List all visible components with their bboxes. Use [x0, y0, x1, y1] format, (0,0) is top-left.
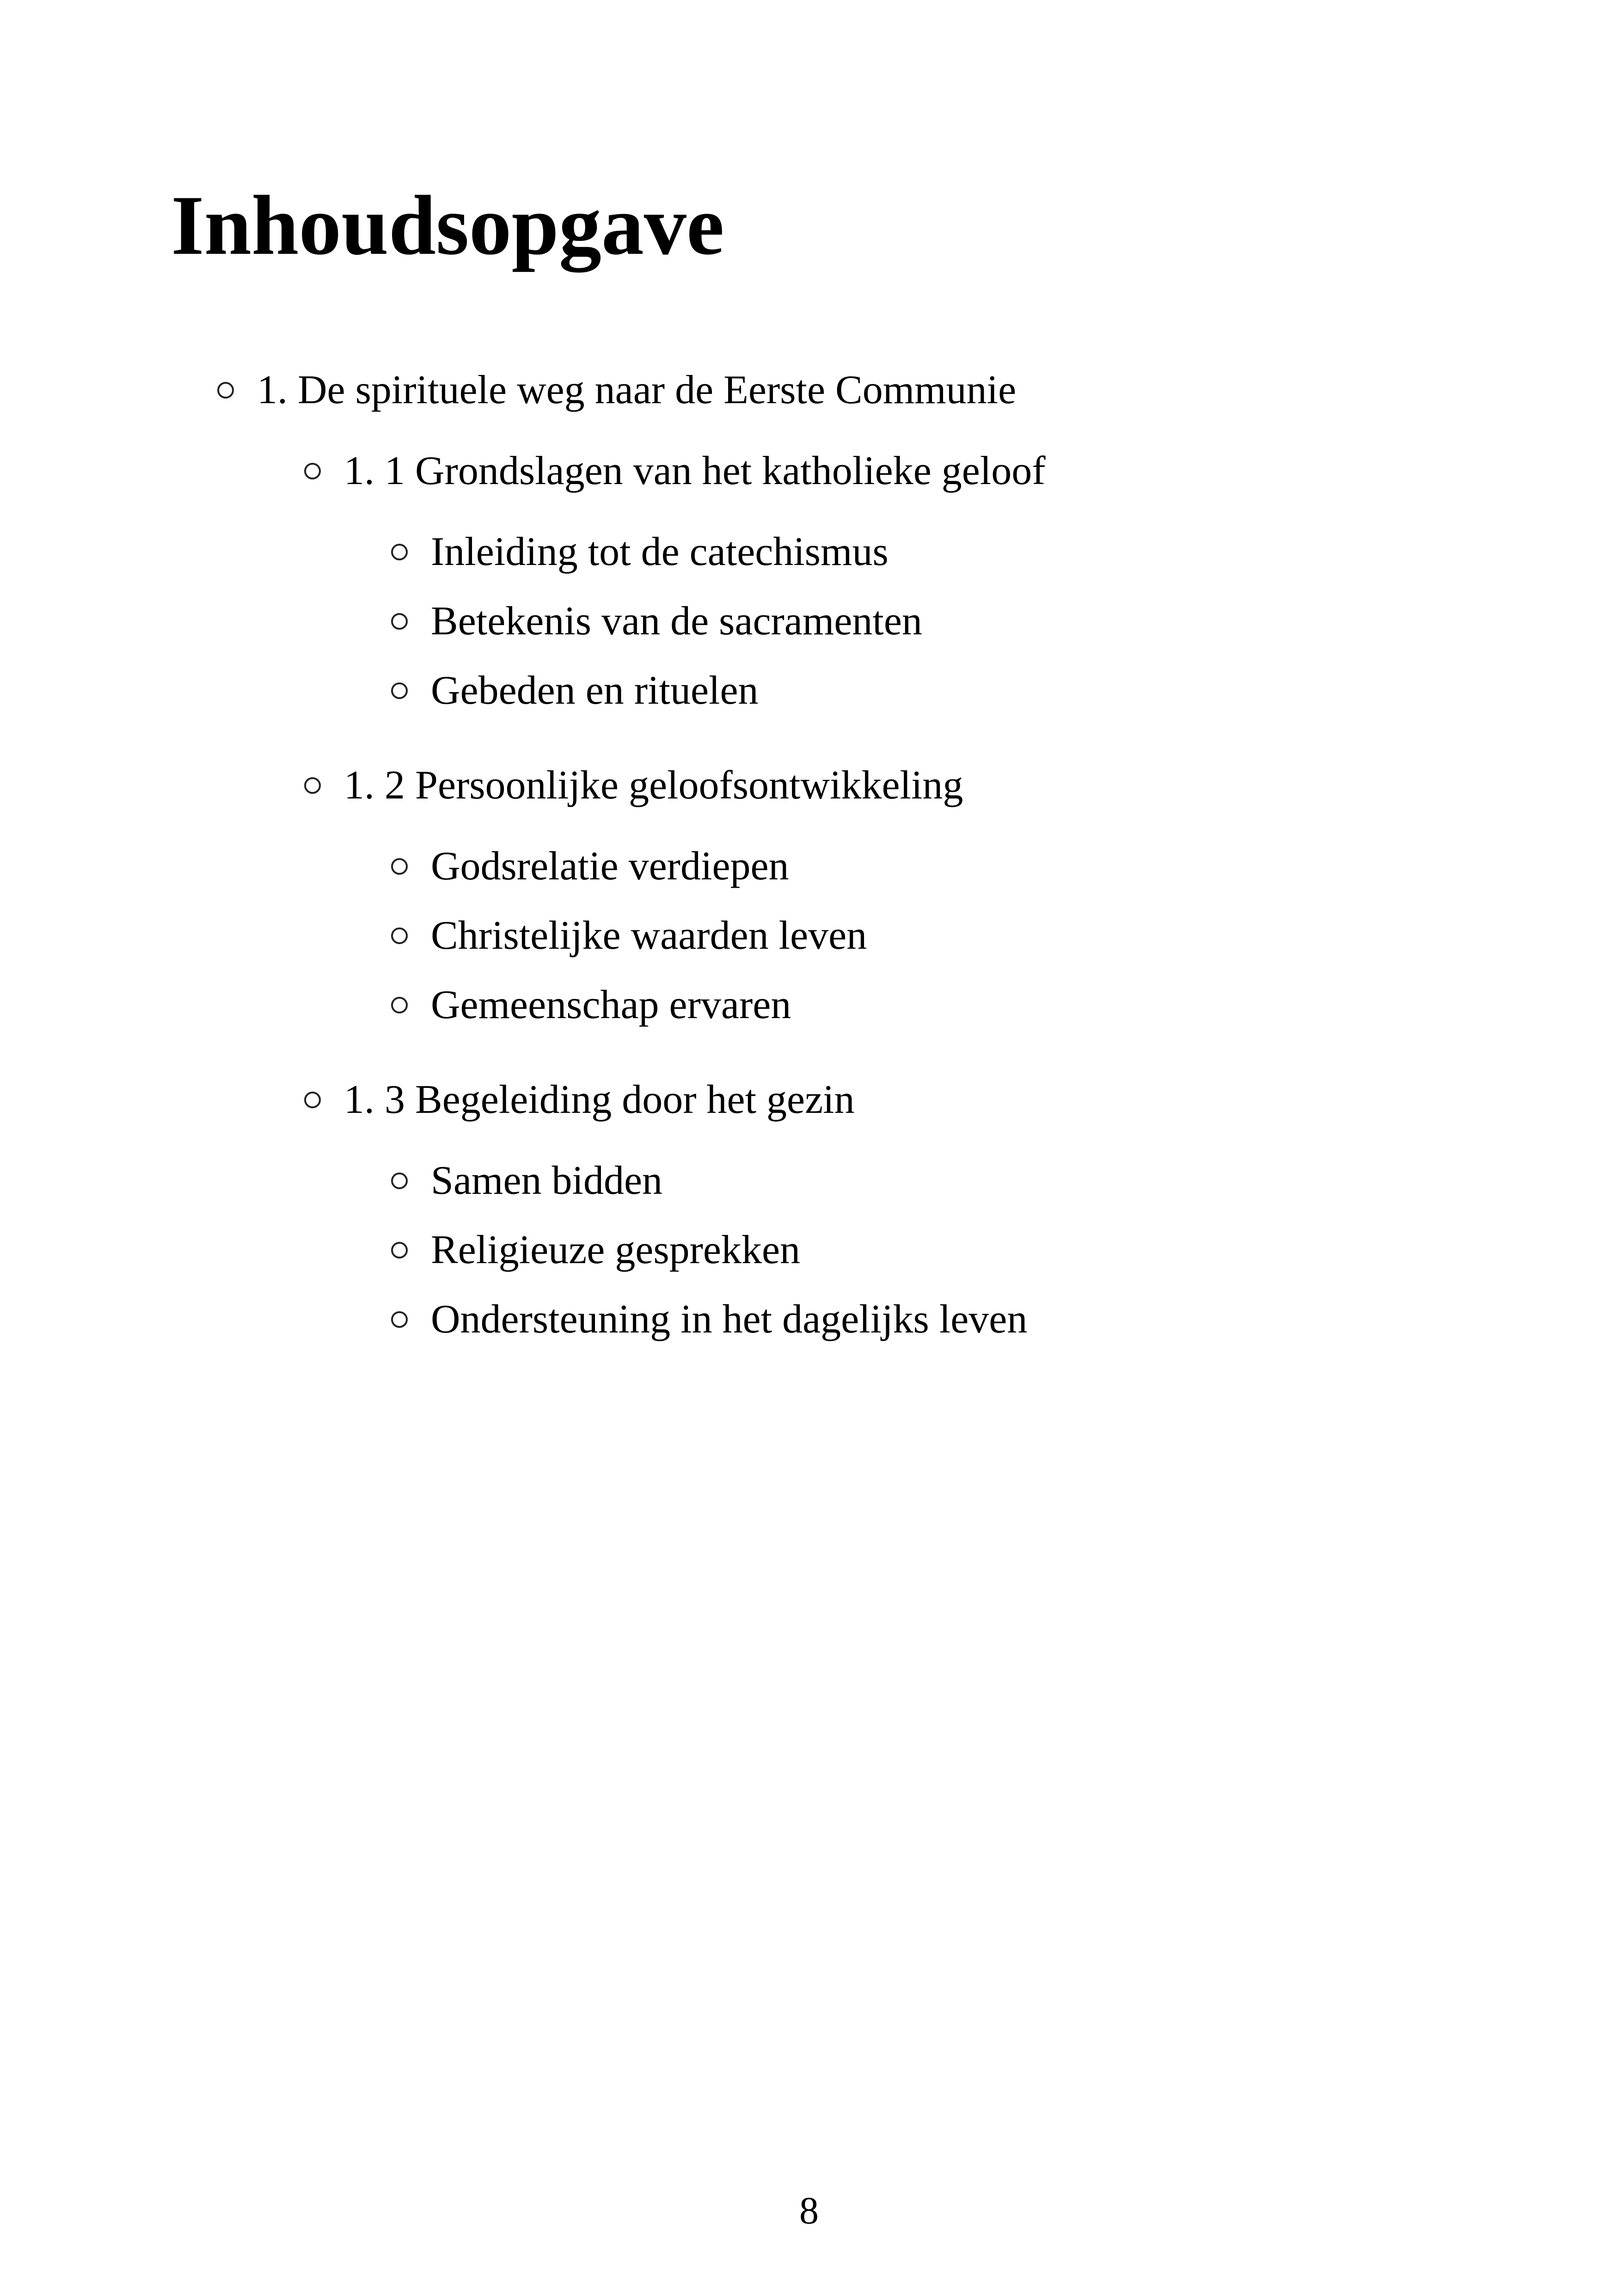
circle-bullet-icon	[391, 613, 408, 630]
toc-chapter-1[interactable]	[217, 370, 1016, 411]
circle-bullet-icon	[391, 544, 408, 560]
toc-item[interactable]	[391, 601, 922, 642]
toc-item[interactable]	[391, 982, 791, 1027]
toc-item-label: Religieuze gesprekken	[431, 1228, 801, 1272]
toc-section-1-3[interactable]	[304, 1077, 855, 1122]
circle-bullet-icon	[391, 997, 408, 1013]
toc-chapter-label: 1. De spirituele weg naar de Eerste Communie	[257, 368, 1017, 412]
circle-bullet-icon	[304, 1092, 321, 1108]
toc-item[interactable]	[391, 670, 759, 711]
toc-item[interactable]	[391, 1230, 800, 1271]
toc-item-label: Inleiding tot de catechismus	[431, 529, 889, 574]
toc-item-label: Ondersteuning in het dagelijks leven	[431, 1297, 1028, 1342]
toc-item[interactable]	[391, 915, 867, 956]
toc-item[interactable]	[391, 846, 789, 887]
circle-bullet-icon	[304, 777, 321, 794]
circle-bullet-icon	[217, 382, 234, 399]
circle-bullet-icon	[391, 1173, 408, 1189]
circle-bullet-icon	[391, 1311, 408, 1328]
toc-item-label: Betekenis van de sacramenten	[431, 599, 922, 644]
toc-item-label: Christelijke waarden leven	[431, 913, 867, 958]
toc-item-label: Gebeden en rituelen	[431, 668, 759, 713]
page-title: Inhoudsopgave	[171, 178, 724, 272]
toc-section-1-2[interactable]	[304, 765, 963, 806]
circle-bullet-icon	[391, 858, 408, 875]
toc-item[interactable]	[391, 1160, 662, 1201]
circle-bullet-icon	[391, 1242, 408, 1259]
toc-item[interactable]	[391, 1299, 1027, 1340]
toc-section-label: 1. 2 Persoonlijke geloofsontwikkeling	[344, 763, 963, 808]
toc-item-label: Samen bidden	[431, 1158, 663, 1203]
toc-section-1-1[interactable]	[304, 448, 1046, 493]
circle-bullet-icon	[391, 927, 408, 944]
toc-section-label: 1. 3 Begeleiding door het gezin	[344, 1077, 855, 1122]
circle-bullet-icon	[391, 682, 408, 699]
toc-item-label: Godsrelatie verdiepen	[431, 844, 789, 889]
toc-item-label: Gemeenschap ervaren	[431, 982, 791, 1027]
toc-item[interactable]	[391, 529, 889, 574]
toc-section-label: 1. 1 Grondslagen van het katholieke geloof	[344, 448, 1046, 493]
page-number: 8	[799, 2189, 819, 2232]
circle-bullet-icon	[304, 463, 321, 479]
